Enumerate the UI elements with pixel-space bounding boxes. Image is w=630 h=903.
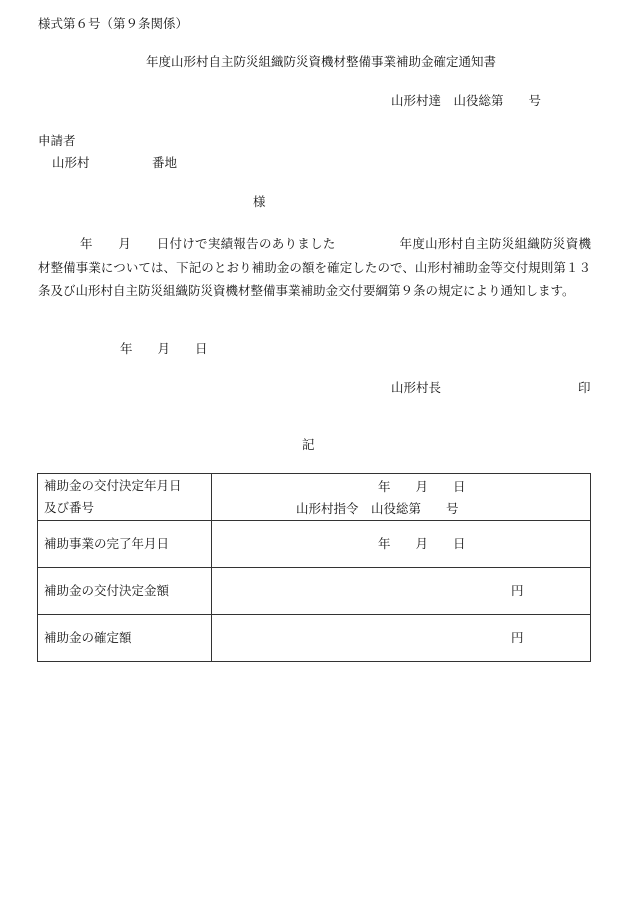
seal-mark: 印	[578, 380, 591, 395]
row2-label: 補助事業の完了年月日	[38, 521, 212, 568]
table-row	[38, 521, 591, 568]
sender-name: 山形村長	[391, 380, 442, 395]
recipient-honorific: 様	[253, 194, 266, 209]
table-value-cell	[212, 521, 591, 568]
row1-number: 山形村指令 山役総第 号	[296, 501, 459, 516]
row3-unit: 円	[511, 583, 524, 598]
record-table	[37, 473, 591, 662]
ki-heading: 記	[302, 437, 315, 452]
document-number: 山形村達 山役総第 号	[391, 93, 542, 108]
table-value-cell	[212, 615, 591, 662]
table-label-cell	[38, 474, 212, 521]
table-row	[38, 474, 591, 521]
recipient-address: 山形村 番地	[52, 155, 178, 170]
table-value-cell	[212, 474, 591, 521]
table-value-cell	[212, 568, 591, 615]
row1-label-line2: 及び番号	[44, 500, 95, 515]
recipient-label: 申請者	[38, 133, 76, 148]
row1-label-line1: 補助金の交付決定年月日	[44, 478, 182, 493]
date-line: 年 月 日	[120, 341, 208, 356]
row4-unit: 円	[511, 630, 524, 645]
row1-date: 年 月 日	[378, 479, 466, 494]
document-title: 年度山形村自主防災組織防災資機材整備事業補助金確定通知書	[146, 54, 497, 69]
form-number: 様式第６号（第９条関係）	[38, 16, 189, 31]
row3-label: 補助金の交付決定金額	[38, 568, 212, 615]
row4-label: 補助金の確定額	[38, 615, 212, 662]
row2-date: 年 月 日	[378, 536, 466, 551]
table-row	[38, 568, 591, 615]
table-row	[38, 615, 591, 662]
notice-body: 年 月 日付けで実績報告のありました 年度山形村自主防災組織防災資機材整備事業については、下記のとおり補助金の額を確定したので、山形村補助金等交付規則第１３条及び山形村自主防災組織防災資機材整備事業補助金交付要綱第９条の規定により通知します。	[38, 236, 591, 298]
